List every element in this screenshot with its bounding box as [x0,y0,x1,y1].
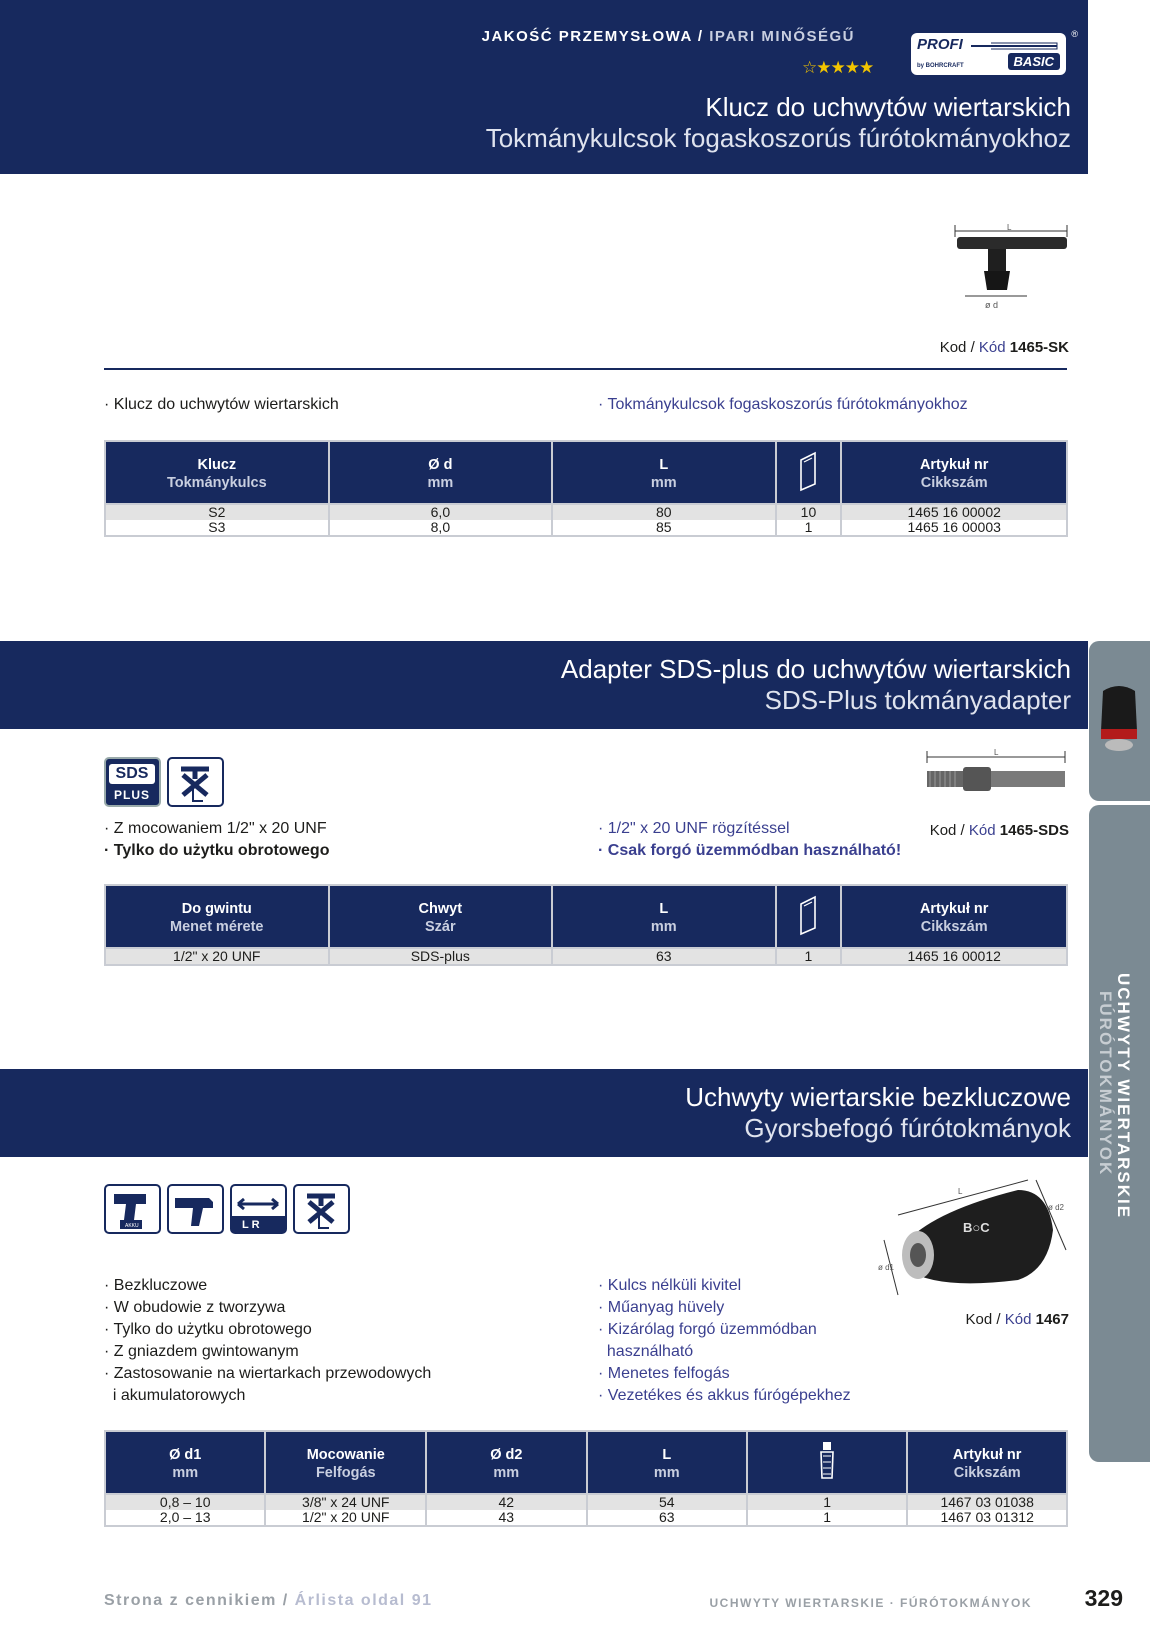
bullet-hu: · Vezetékes és akkus fúrógépekhez [598,1387,851,1404]
bullet-pl: · W obudowie z tworzywa [104,1299,286,1316]
col-l: L mm [587,1431,747,1494]
svg-text:ø d: ø d [985,300,999,310]
bullet-hu: · Tokmánykulcsok fogaskoszorús fúrótokmányokhoz [598,396,968,413]
side-tab-image [1089,641,1150,801]
cell: 0,8 – 10 [105,1494,265,1510]
col-shank: Chwyt Szár [329,885,553,948]
table-row [105,520,1067,536]
section-title-sds: Adapter SDS-plus do uchwytów wiertarskich SDS-Plus tokmányadapter [560,654,1071,715]
svg-text:L R: L R [242,1219,260,1231]
cell: 1467 03 01038 [907,1494,1067,1510]
table-row [105,1494,1067,1510]
rating-stars: ☆★★★★ [802,58,874,77]
rotation-only-icon [167,757,224,807]
sds-adapter-drawing [922,743,1070,813]
cell: S3 [105,520,329,536]
bullet-pl: · Zastosowanie na wiertarkach przewodowych [104,1365,432,1382]
col-l: L mm [552,885,775,948]
spec-table-chuck-keys [104,440,1068,537]
bullet-pl: · Klucz do uchwytów wiertarskich [104,396,339,413]
table-row [105,504,1067,520]
cell: 1465 16 00002 [841,504,1067,520]
bullet-hu: · Csak forgó üzemmódban használható! [598,842,902,859]
section-title-keyless: Uchwyty wiertarskie bezkluczowe Gyorsbefogó fúrótokmányok [685,1082,1071,1143]
bullet-hu: · Kizárólag forgó üzemmódban [598,1321,817,1338]
col-l: L mm [552,441,775,504]
product-code-1467: Kod / Kód 1467 [965,1311,1069,1328]
corded-drill-icon [167,1184,224,1234]
side-tab-label-hu: FÚRÓTOKMÁNYOK [1096,991,1115,1177]
bullet-pl: · Tylko do użytku obrotowego [104,1321,312,1338]
page-number: 329 [1084,1585,1123,1611]
col-thread: Do gwintu Menet mérete [105,885,329,948]
col-d2: Ø d2 mm [426,1431,586,1494]
cell: 63 [552,948,775,965]
svg-text:AKKU: AKKU [125,1223,139,1229]
col-package [776,885,842,948]
divider [104,368,1067,370]
col-article: Artykuł nr Cikkszám [841,885,1067,948]
footer-category: UCHWYTY WIERTARSKIE · FÚRÓTOKMÁNYOK [709,1596,1032,1610]
bullet-hu: · Menetes felfogás [598,1365,730,1382]
profi-basic-logo: PROFI BASIC by BOHRCRAFT ® [911,33,1066,75]
cell: 1/2" x 20 UNF [105,948,329,965]
table-row [105,1510,1067,1526]
side-tab-label-pl: UCHWYTY WIERTARSKIE [1114,973,1133,1220]
bullet-pl: · Z mocowaniem 1/2" x 20 UNF [104,820,327,837]
bullet-hu: · Kulcs nélküli kivitel [598,1277,742,1294]
product-code-1465-sk: Kod / Kód 1465-SK [939,339,1069,356]
package-icon [800,450,816,492]
rotation-only-icon [293,1184,350,1234]
bullet-hu: · 1/2" x 20 UNF rögzítéssel [598,820,790,837]
cell: 1 [776,948,842,965]
svg-text:B○C: B○C [963,1220,990,1235]
cell: 85 [552,520,775,536]
bullet-pl: · Bezkluczowe [104,1277,208,1294]
cell: 54 [587,1494,747,1510]
cell: 1 [747,1494,907,1510]
spec-table-keyless-chucks [104,1430,1068,1527]
cell: 1465 16 00012 [841,948,1067,965]
footer-price-list: Strona z cennikiem / Árlista oldal 91 [104,1592,433,1609]
svg-text:L: L [958,1187,963,1196]
col-article: Artykuł nr Cikkszám [907,1431,1067,1494]
col-mounting: Mocowanie Felfogás [265,1431,426,1494]
spec-table-sds-adapter [104,884,1068,966]
cell: SDS-plus [329,948,553,965]
quality-label: JAKOŚĆ PRZEMYSŁOWA / IPARI MINŐSÉGŰ [481,28,855,45]
cell: 2,0 – 13 [105,1510,265,1526]
svg-text:ø d2: ø d2 [1048,1203,1065,1212]
col-klucz: Klucz Tokmánykulcs [105,441,329,504]
cell: S2 [105,504,329,520]
keyless-chuck-drawing [878,1170,1068,1315]
bullet-pl: i akumulatorowych [104,1387,246,1404]
svg-text:L: L [1007,223,1012,232]
bullet-hu: · Műanyag hüvely [598,1299,725,1316]
svg-text:L: L [994,748,999,757]
cell: 6,0 [329,504,552,520]
chuck-key-drawing [935,220,1070,320]
product-code-1465-sds: Kod / Kód 1465-SDS [929,822,1069,839]
cell: 10 [776,504,842,520]
chuck-photo-icon [1093,681,1145,756]
drill-bit-icon [971,41,1059,51]
col-package [776,441,842,504]
cell: 8,0 [329,520,552,536]
bullet-hu: használható [598,1343,694,1360]
cell: 1 [747,1510,907,1526]
cell: 3/8" x 24 UNF [265,1494,426,1510]
table-row [105,948,1067,965]
col-package [747,1431,907,1494]
side-tab-category[interactable] [1089,805,1150,1462]
col-d: Ø d mm [329,441,552,504]
cell: 1465 16 00003 [841,520,1067,536]
cell: 63 [587,1510,747,1526]
package-icon [800,894,816,936]
bullet-pl: · Tylko do użytku obrotowego [104,842,330,859]
cell: 1467 03 01312 [907,1510,1067,1526]
svg-text:ø d1: ø d1 [878,1263,895,1272]
sds-plus-icon: SDS PLUS [104,757,161,807]
cell: 43 [426,1510,586,1526]
page-title: Klucz do uchwytów wiertarskich Tokmánykulcsok fogaskoszorús fúrótokmányokhoz [485,92,1071,153]
cell: 42 [426,1494,586,1510]
cordless-drill-icon [104,1184,161,1234]
left-right-rotation-icon [230,1184,287,1234]
cell: 80 [552,504,775,520]
box-icon [819,1440,835,1482]
col-d1: Ø d1 mm [105,1431,265,1494]
cell: 1 [776,520,842,536]
bullet-pl: · Z gniazdem gwintowanym [104,1343,299,1360]
cell: 1/2" x 20 UNF [265,1510,426,1526]
col-article: Artykuł nr Cikkszám [841,441,1067,504]
